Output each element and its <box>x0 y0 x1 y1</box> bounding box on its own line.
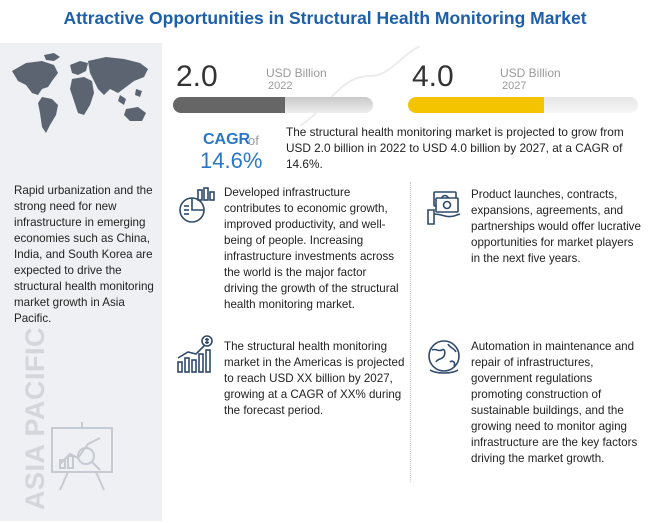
column-divider <box>410 182 411 482</box>
unit-2027: USD Billion <box>500 66 561 80</box>
unit-2022: USD Billion <box>266 66 327 80</box>
bar-2027-fill <box>408 97 544 113</box>
cagr-value: 14.6% <box>200 148 263 173</box>
money-hand-icon <box>424 188 464 228</box>
page-title: Attractive Opportunities in Structural Health Monitoring Market <box>63 8 587 28</box>
americas-text: The structural health monitoring market in the Americas is projected to reach USD XX billion by 2027, growing at a CAGR of XX% during the forecast period. <box>224 340 405 417</box>
bar-2022-fill <box>173 97 285 113</box>
analytics-board-icon <box>48 420 116 492</box>
sidebar-description: Rapid urbanization and the strong need for new infrastructure in emerging economies such as China, India, and South Korea are expected to drive the structural health monitoring market growth in Asia Pacific. <box>14 184 154 325</box>
region-label: ASIA PACIFIC <box>20 326 50 510</box>
globe-icon <box>424 336 464 376</box>
world-map-icon <box>8 51 154 143</box>
market-summary: The structural health monitoring market is projected to grow from USD 2.0 billion in 2022 to USD 4.0 billion by 2027, at a CAGR of 14.6%. <box>286 125 624 171</box>
value-2027: 4.0 <box>412 60 454 93</box>
cagr-label: CAGR <box>203 131 251 148</box>
automation-text: Automation in maintenance and repair of infrastructures, government regulations promoting construction of sustainable buildings, and the growing need to monitor aging infrastructure are the key factors driving the market growth. <box>471 340 638 465</box>
year-2027: 2027 <box>502 80 527 92</box>
product-launches-text: Product launches, contracts, expansions, agreements, and partnerships would offer lucrative opportunities for market players in the next five years. <box>471 188 641 265</box>
value-2022: 2.0 <box>176 60 218 93</box>
cagr-of: of <box>248 133 259 148</box>
year-2022: 2022 <box>268 80 293 92</box>
growth-chart-icon <box>174 334 214 374</box>
infrastructure-chart-icon <box>176 186 216 226</box>
infrastructure-text: Developed infrastructure contributes to economic growth, improved productivity, and well-being of people. Increasing infrastructure investments across the world is the major factor driving the growth of the structural health monitoring market. <box>224 186 399 311</box>
decorative-curve <box>300 46 420 126</box>
